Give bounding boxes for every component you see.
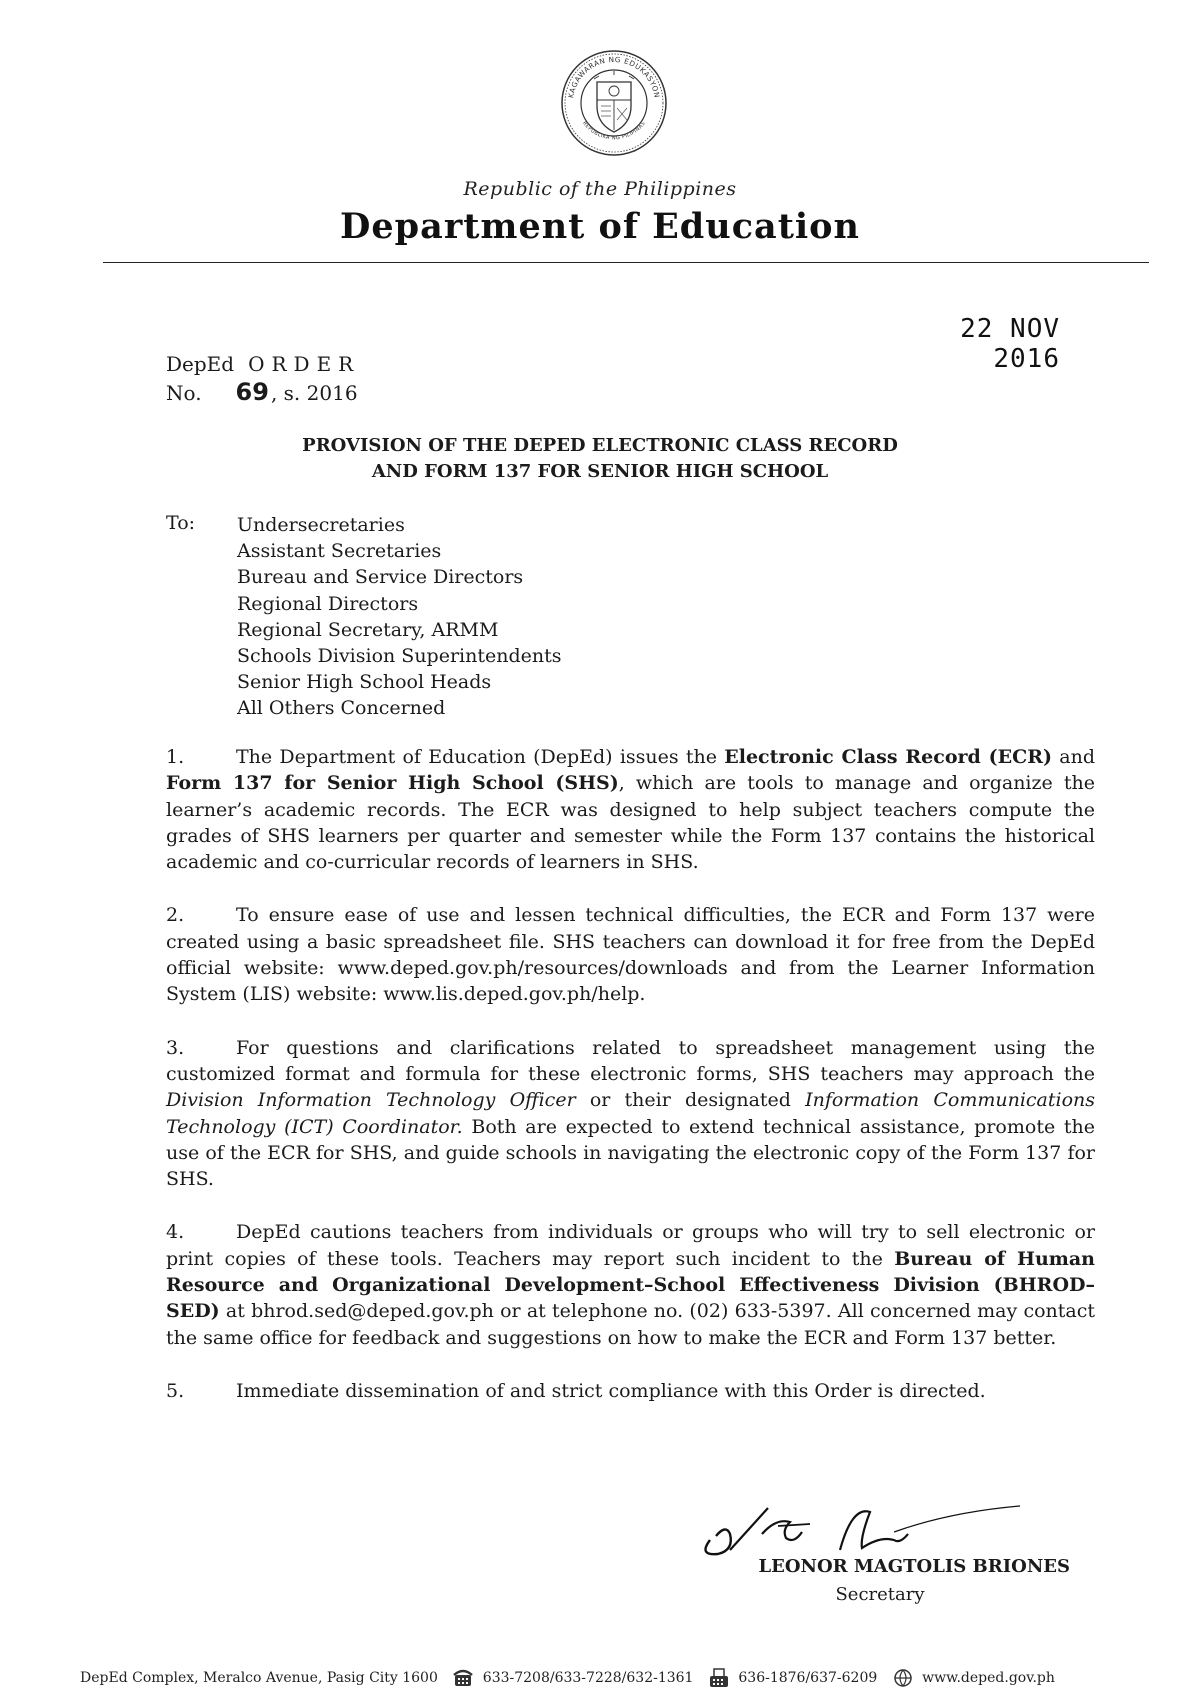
paragraph-text: Both are expected to extend technical assistance, promote the use of the ECR for SHS, and guide schools in navigating the electronic copy of the Form 137 for SHS. — [166, 1115, 1095, 1191]
order-no-label: No. — [166, 381, 202, 405]
paragraph-text: Immediate dissemination of and strict compliance with this Order is directed. — [236, 1379, 986, 1402]
paragraph-3 — [166, 1035, 1095, 1193]
order-label — [166, 352, 360, 376]
seal-text-bottom: REPUBLIKA NG PILIPINAS — [581, 120, 647, 142]
recipient-item: Schools Division Superintendents — [237, 645, 562, 668]
recipients-list — [237, 512, 562, 722]
footer-phones-1: 633-7208/633-7228/632-1361 — [482, 1670, 694, 1686]
web-icon — [892, 1667, 914, 1689]
recipients-label: To: — [166, 512, 196, 534]
recipient-item: Assistant Secretaries — [237, 540, 442, 563]
department-heading: Department of Education — [340, 206, 860, 247]
header-divider — [103, 262, 1149, 263]
paragraph-2 — [166, 902, 1095, 1007]
telephone-icon — [452, 1667, 474, 1689]
paragraph-italic-text: Information Communications Technology (ICT) Coordinator. — [166, 1089, 1096, 1138]
paragraph-number: 5. — [166, 1379, 185, 1402]
paragraph-text: at bhrod.sed@deped.gov.ph or at telephone no. (02) 633-5397. All concerned may contact the same office for feedback and suggestions on how to make the ECR and Form 137 better. — [166, 1300, 1095, 1349]
order-number-line — [166, 378, 358, 406]
paragraph-text: For questions and clarifications related to spreadsheet management using the customized format and formula for these electronic forms, SHS teachers may approach the — [166, 1036, 1095, 1085]
paragraph-bold-text: Electronic Class Record (ECR) — [724, 746, 1052, 768]
paragraph-text: To ensure ease of use and lessen technical difficulties, the ECR and Form 137 were created using a basic spreadsheet file. SHS teachers can download it for free from the DepEd official website: www.deped.gov.ph/resources/downloads and from the Learner Information System (LIS) website: www.lis.deped.gov.ph/help. — [166, 904, 1095, 1006]
order-date: 22 NOV 2016 — [960, 314, 1060, 374]
paragraph-number: 1. — [166, 746, 185, 768]
paragraph-text: The Department of Education (DepEd) issues the — [236, 746, 725, 768]
paragraph-1 — [166, 744, 1095, 875]
signatory-name: LEONOR MAGTOLIS BRIONES — [758, 1556, 1070, 1577]
recipient-item: Undersecretaries — [237, 514, 405, 536]
order-title — [0, 433, 1200, 485]
paragraph-text: DepEd cautions teachers from individuals or groups who will try to sell electronic or print copies of these tools. Teachers may report such incident to the — [166, 1221, 1095, 1270]
paragraph-text: , which are tools to manage and organize the learner’s academic records. The ECR was designed to help subject teachers compute the grades of SHS learners per quarter and semester while the Form 137 contains the historical academic and co-curricular records of learners in SHS. — [166, 772, 1095, 874]
recipient-item: All Others Concerned — [237, 697, 446, 720]
fax-icon — [708, 1667, 730, 1689]
paragraph-number: 3. — [166, 1036, 185, 1059]
paragraph-bold-text: Bureau of Human Resource and Organizational Development–School Effectiveness Division (BHROD–SED) — [166, 1247, 1095, 1323]
signature-icon — [690, 1478, 1070, 1568]
footer-website: www.deped.gov.ph — [922, 1670, 1055, 1686]
order-label-word: ORDER — [248, 352, 361, 376]
paragraph-italic-text: Division Information Technology Officer — [166, 1089, 576, 1112]
footer-address: DepEd Complex, Meralco Avenue, Pasig City 1600 — [80, 1670, 438, 1686]
paragraph-4 — [166, 1219, 1095, 1350]
seal-text-top: KAGAWARAN NG EDUKASYON — [566, 54, 662, 99]
deped-seal-icon — [559, 48, 669, 158]
order-title-line-2: AND FORM 137 FOR SENIOR HIGH SCHOOL — [371, 461, 829, 482]
paragraph-number: 2. — [166, 904, 185, 927]
paragraph-bold-text: Form 137 for Senior High School (SHS) — [166, 772, 619, 795]
svg-text:KAGAWARAN NG EDUKASYON — [566, 55, 661, 99]
recipient-item: Regional Directors — [237, 592, 419, 615]
recipient-item: Senior High School Heads — [237, 671, 492, 694]
republic-heading: Republic of the Philippines — [463, 178, 737, 200]
footer-phones-2: 636-1876/637-6209 — [738, 1670, 878, 1686]
order-body — [166, 744, 1095, 1431]
order-series: , s. 2016 — [270, 381, 358, 405]
recipient-item: Regional Secretary, ARMM — [237, 618, 499, 641]
order-title-line-1: PROVISION OF THE DEPED ELECTRONIC CLASS RECORD — [302, 435, 898, 456]
recipient-item: Bureau and Service Directors — [237, 566, 524, 589]
paragraph-text: and — [1052, 746, 1095, 768]
footer — [80, 1667, 1160, 1689]
order-label-prefix: DepEd — [166, 352, 235, 376]
signatory-title: Secretary — [835, 1584, 925, 1605]
paragraph-number: 4. — [166, 1221, 185, 1244]
paragraph-text: or their designated — [575, 1089, 806, 1112]
order-number: 69 — [235, 378, 269, 406]
paragraph-5 — [166, 1378, 1095, 1404]
